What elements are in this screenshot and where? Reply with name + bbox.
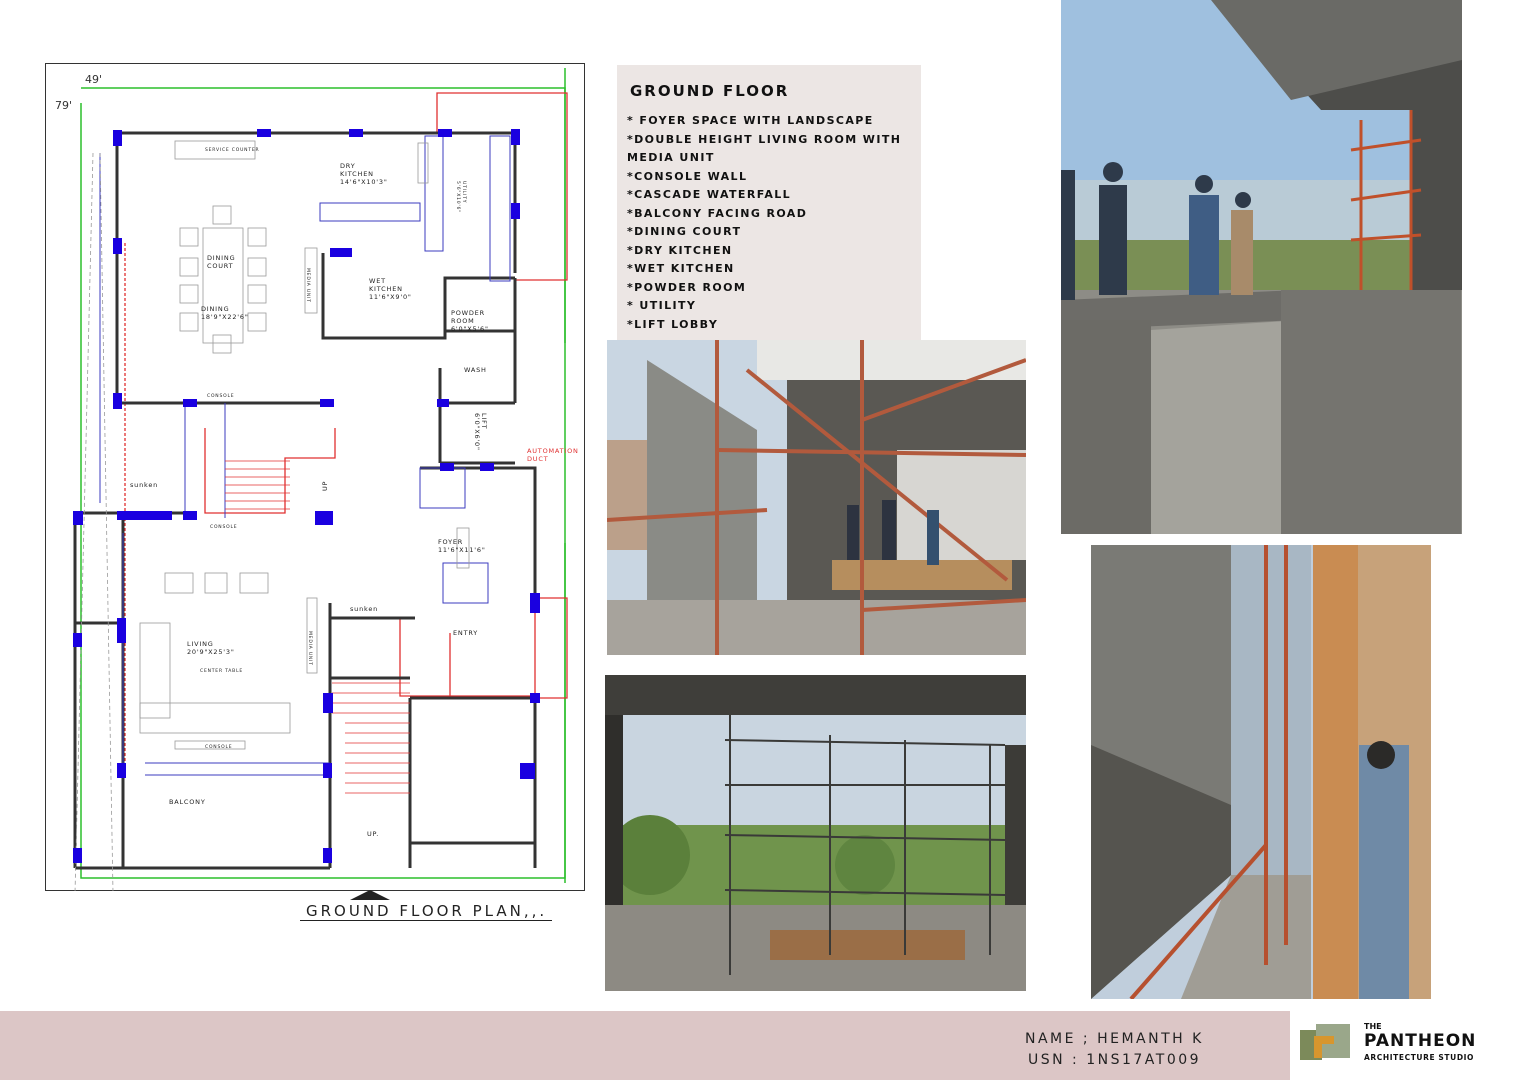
label-automation-duct: DUCT [527,455,549,463]
label-dining-court: DINING [207,254,236,262]
plan-caption: GROUND FLOOR PLAN,,. [306,902,548,920]
logo-the: THE [1364,1022,1382,1031]
panel-title: GROUND FLOOR [630,82,790,100]
feature-item: * FOYER SPACE WITH LANDSCAPE [627,114,874,127]
label-center-table: CENTER TABLE [200,669,244,674]
structural-columns [73,129,540,863]
logo-name: PANTHEON [1364,1031,1477,1051]
feature-item: *BALCONY FACING ROAD [627,206,808,220]
label-dining-size: 18'9"X22'6" [201,313,249,321]
staircase-lower [332,683,410,793]
feature-item: *CONSOLE WALL [627,169,748,183]
label-console-top: CONSOLE [207,394,235,399]
label-balcony: BALCONY [169,798,206,806]
label-wet-kitchen-size: 11'6"X9'0" [369,293,412,301]
logo-subtitle: ARCHITECTURE STUDIO [1364,1053,1475,1062]
pantheon-logo-icon [1300,1024,1352,1064]
feature-item: *CASCADE WATERFALL [627,188,792,201]
label-entry: ENTRY [453,629,479,637]
staircase-upper [225,461,290,509]
label-foyer: FOYER [438,538,464,546]
site-photo-living-scaffold [607,340,1026,655]
label-living-size: 20'9"X25'3" [187,648,235,656]
label-media-unit: MEDIA UNIT [305,268,310,303]
feature-item: *DINING COURT [627,225,742,238]
label-console-bottom: CONSOLE [205,745,233,750]
label-console-mid: CONSOLE [210,525,238,530]
feature-item: *WET KITCHEN [627,262,735,275]
plan-caption-underline [300,920,552,921]
label-sunken-mid: sunken [350,605,379,613]
label-dry-kitchen-size: 14'6"X10'3" [340,178,388,186]
feature-list [627,112,919,334]
site-photo-passage [1091,545,1431,999]
label-utility: UTILITY [461,181,466,204]
label-foyer-size: 11'6"X11'6" [438,546,486,554]
label-dining: DINING [201,305,230,313]
label-up-bottom: UP. [367,830,380,838]
label-utility-size: 5'6"X10'6" [455,181,460,214]
site-photo-terrace [1061,0,1462,534]
feature-item: *LIFT LOBBY [627,317,719,331]
label-powder-room: POWDER [451,309,485,317]
label-dining-court-2: COURT [207,262,234,270]
walls [75,133,535,868]
red-outlines [125,93,567,768]
ground-floor-plan [45,63,585,891]
label-dry-kitchen-2: KITCHEN [340,170,374,178]
student-usn: USN : 1NS17AT009 [1028,1052,1202,1068]
interior-lines [100,136,510,775]
label-sunken-left: sunken [130,481,159,489]
feature-item: *DRY KITCHEN [627,243,733,257]
plan-depth-label: 79' [55,99,73,112]
label-dry-kitchen: DRY [340,162,356,170]
label-up-stair: UP [321,480,329,491]
label-service-counter: SERVICE COUNTER [205,148,260,153]
label-wet-kitchen-2: KITCHEN [369,285,403,293]
label-wet-kitchen: WET [369,277,386,285]
site-photo-balcony-scaffold [605,675,1026,991]
site-boundary [81,68,565,883]
label-media-unit-2: MEDIA UNIT [307,631,312,666]
label-living: LIVING [187,640,214,648]
student-name: NAME ; HEMANTH K [1025,1031,1204,1047]
label-powder-room-size: 6'0"X5'6" [451,325,489,333]
feature-item: *DOUBLE HEIGHT LIVING ROOM WITH MEDIA UNIT [627,132,907,164]
label-lift-size: 6'0"X6'0" [473,413,481,451]
label-automation: AUTOMATION [527,447,579,455]
plan-dimensions [55,73,102,112]
room-labels [130,147,579,838]
label-wash: WASH [464,366,487,374]
label-lift: LIFT [480,413,488,430]
label-powder-room-2: ROOM [451,317,475,325]
feature-item: *POWDER ROOM [627,280,747,294]
plan-width-label: 49' [85,73,103,86]
plan-north-marker [350,890,390,900]
feature-item: * UTILITY [627,299,697,312]
